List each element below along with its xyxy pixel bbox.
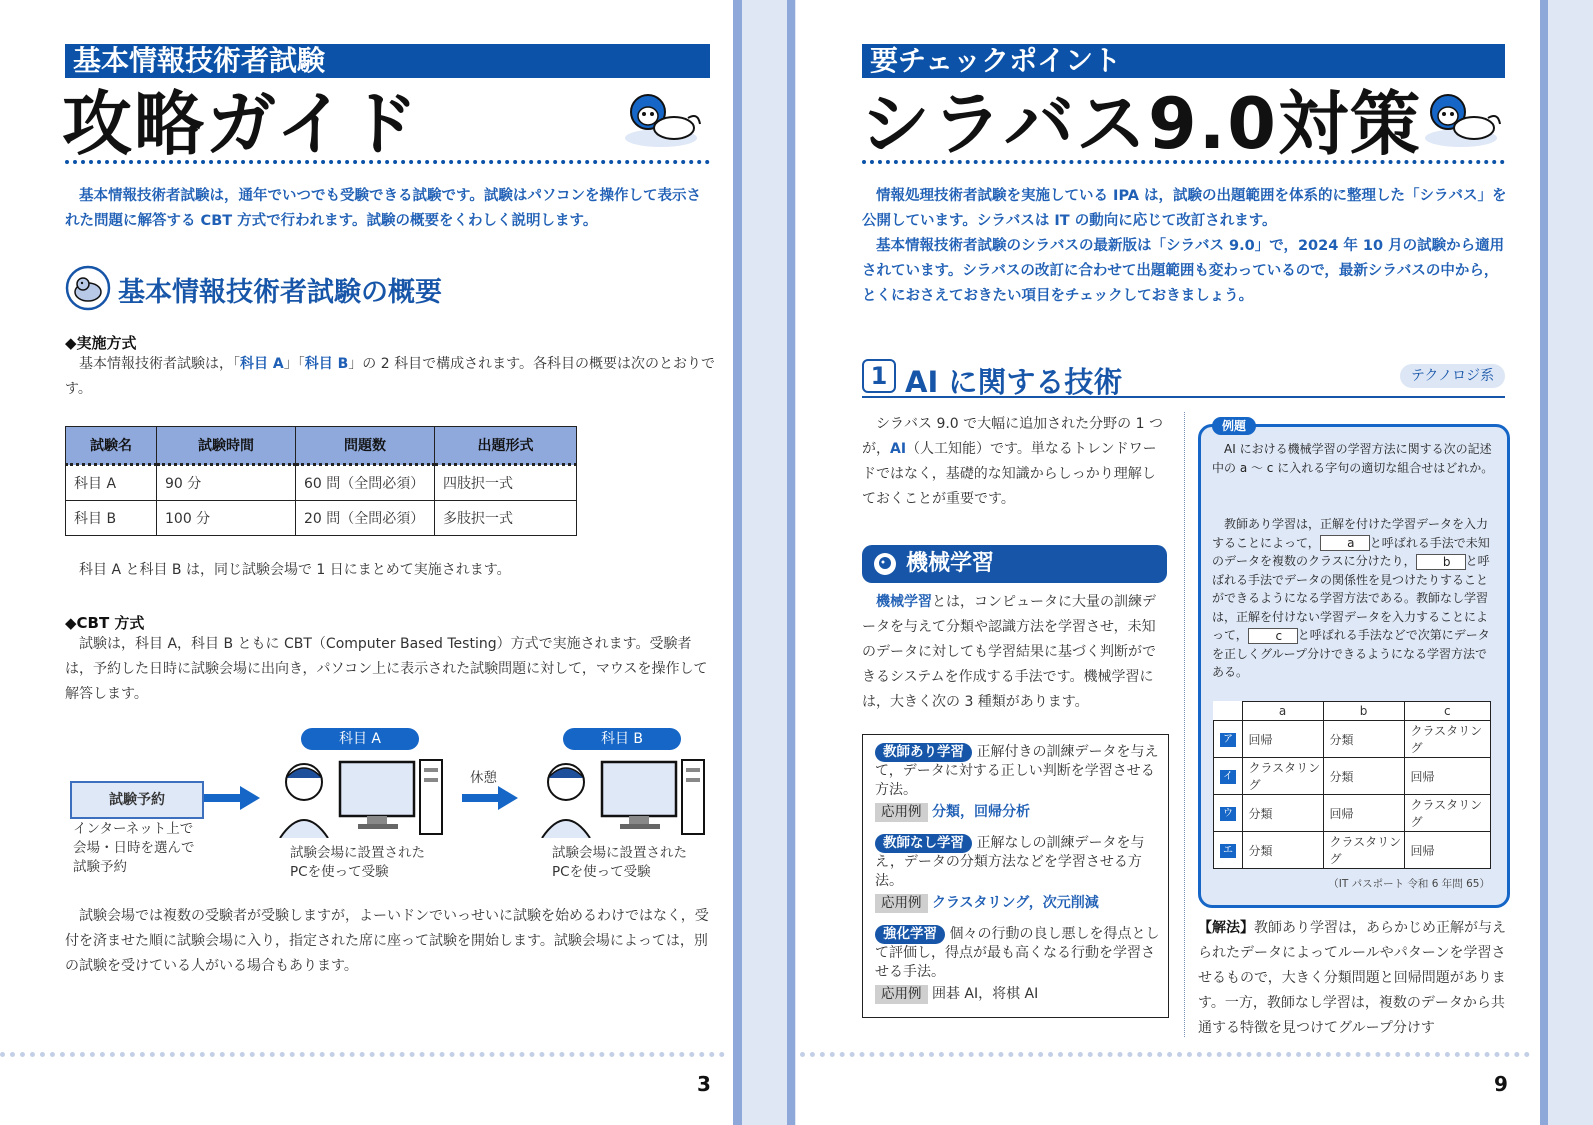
table-cell: 20 問（全問必須） [296,501,435,536]
subject-a-pill: 科目 A [301,728,419,750]
method-heading: ◆実施方式 [65,334,137,352]
cbt-heading: ◆CBT 方式 [65,614,145,632]
table-cell: 四肢択一式 [435,465,577,501]
table-cell: 60 問（全問必須） [296,465,435,501]
left-big-title: 攻略ガイド [62,83,420,165]
right-big-title: シラバス9.0対策 [860,83,1423,165]
definition-text [875,925,1160,982]
table-cell: 多肢択一式 [435,501,577,536]
choice-marker[interactable] [1214,832,1243,869]
application-line [875,803,1160,822]
break-label: 休憩 [470,770,497,786]
cbt-text: 試験は，科目 A，科目 B ともに CBT（Computer Based Testing）方式で実施されます。受験者は，予約した日時に試験会場に出向き，パソコン上に表示された試験問題に対して，マウスを操作して解答します。 [65,636,708,702]
seal-icon [65,265,111,311]
arrow-right-icon [204,786,260,810]
caption-b: 試験会場に設置されたPCを使って受験 [552,845,687,880]
application-line [875,985,1160,1004]
answer-label: 【解法】 [1198,920,1254,936]
choice-marker[interactable] [1214,795,1243,832]
after-table-text: 科目 A と科目 B は，同じ試験会場で 1 日にまとめて実施されます。 [79,562,511,578]
right-title-divider [862,160,1505,164]
choice-row[interactable] [1214,832,1491,869]
blank-c: c [1248,628,1298,644]
choice-label: ア [1220,733,1236,747]
right-header-bar: 要チェックポイント [862,44,1505,78]
left-title-divider [65,160,710,164]
choice-marker[interactable] [1214,721,1243,758]
examinee-b-icon [540,758,710,838]
definition-item [875,925,1160,1004]
right-intro-1: 情報処理技術者試験を実施している IPA は，試験の出題範囲を体系的に整理した「シラバス」を公開しています。シラバスは IT の動向に応じて改訂されます。 [862,188,1507,229]
blank-b: b [1416,554,1466,570]
table-cell: 100 分 [157,501,296,536]
example-p3: と呼ばれる手法でデータの関係性を見つけたりすることができるようになる学習方法である。教師なし学習は，正解を付けない学習データを入力することによって， [1212,554,1490,642]
section-underline [862,396,1505,398]
choice-cell: 回帰 [1404,832,1491,869]
left-intro: 基本情報技術者試験は，通年でいつでも受験できる試験です。試験はパソコンを操作して表示された問題に解答する CBT 方式で行われます。試験の概要をくわしく説明します。 [65,188,702,229]
choice-label: イ [1220,770,1236,784]
choices-header: a [1242,702,1323,721]
reserve-box: 試験予約 [70,781,204,819]
caption-a: 試験会場に設置されたPCを使って受験 [290,845,425,880]
method-text [65,352,715,402]
method-text-1: 基本情報技術者試験は，「 [79,356,240,372]
definition-term: 教師あり学習 [875,743,972,762]
table-cell: 科目 A [66,465,157,501]
application-value: 分類，回帰分析 [931,804,1030,820]
choice-row[interactable] [1214,721,1491,758]
choice-cell: クラスタリング [1404,721,1491,758]
choice-row[interactable] [1214,758,1491,795]
choice-cell: 分類 [1242,795,1323,832]
left-page-number: 3 [697,1072,711,1096]
right-edge-strip [1540,0,1548,1125]
application-value: クラスタリング，次元削減 [931,895,1099,911]
example-body [1212,515,1494,682]
choice-cell: 分類 [1323,721,1404,758]
table-row [66,465,577,501]
choice-cell: クラスタリング [1404,795,1491,832]
ml-subheader: 機械学習 [862,545,1167,583]
ai-paragraph-1: シラバス 9.0 で大幅に追加された分野の 1 つが， [862,416,1163,457]
right-section-title: AI に関する技術 [905,365,1123,399]
definition-term: 強化学習 [875,925,945,944]
choice-cell: 分類 [1323,758,1404,795]
choice-cell: 回帰 [1242,721,1323,758]
definition-text [875,834,1160,891]
choices-header: c [1404,702,1491,721]
answer-text: 教師あり学習は，あらかじめ正解が与えられたデータによってルールやパターンを学習させるもので，大きく分類問題と回帰問題があります。一方，教師なし学習は，複数のデータから共通する特徴を見つけてグループ分けす [1198,920,1506,1036]
choice-label: ウ [1220,807,1236,821]
definition-desc: 正解付きの訓練データを与えて，データに対する正しい判断を学習させる方法。 [875,744,1159,798]
ml-text: とは，コンピュータに大量の訓練データを与えて分類や認識方法を学習させ，未知のデータに対しても学習結果に基づく判断ができるシステムを作成する手法です。機械学習には，大きく次の 3 種類があります。 [862,594,1156,710]
right-footer-divider [800,1052,1530,1057]
choice-cell: 回帰 [1404,758,1491,795]
reserve-caption: インターネット上で会場・日時を選んで試験予約 [73,821,195,875]
exam-table-header: 試験時間 [157,427,296,465]
choice-label: エ [1220,844,1236,858]
closing-text: 試験会場では複数の受験者が受験しますが，よーいドンでいっせいに試験を始めるわけではなく，受付を済ませた順に試験会場に入り，指定された席に座って試験を開始します。試験会場によっては，別の試験を受けている人がいる場合もあります。 [65,908,709,974]
table-row [66,501,577,536]
definitions-box [862,734,1169,1018]
choice-marker[interactable] [1214,758,1243,795]
left-section-title: 基本情報技術者試験の概要 [118,277,442,308]
table-cell: 科目 B [66,501,157,536]
category-tag: テクノロジ系 [1400,364,1505,388]
application-value: 囲碁 AI，将棋 AI [931,986,1039,1002]
ai-paragraph [862,412,1167,512]
choices-header: b [1323,702,1404,721]
example-question: AI における機械学習の学習方法に関する次の記述中の a ～ c に入れる字句の適切な組合せはどれか。 [1212,442,1494,475]
exam-table [65,426,577,536]
section-number: 1 [862,359,896,393]
examinee-a-icon [278,758,448,838]
mascot-icon [1418,88,1504,152]
ai-paragraph-2: （人工知能）です。単なるトレンドワードではなく，基礎的な知識からしっかり理解しておくことが重要です。 [862,441,1157,507]
definition-item [875,834,1160,913]
mascot-icon [618,88,704,152]
table-cell: 90 分 [157,465,296,501]
example-p1: 教師あり学習は，正解を付けた学習データを入力することによって， [1212,517,1489,550]
exam-table-header: 試験名 [66,427,157,465]
definition-desc: 正解なしの訓練データを与え，データの分類方法などを学習させる方法。 [875,835,1145,889]
ai-term: AI [890,441,907,457]
example-tag: 例題 [1212,417,1256,435]
choice-cell: 回帰 [1323,795,1404,832]
answer-choices-table [1213,701,1491,869]
answer-paragraph [1198,916,1508,1041]
definition-term: 教師なし学習 [875,834,972,853]
application-label: 応用例 [875,803,928,822]
method-subject-a: 科目 A [240,356,284,372]
method-text-3: 」の 2 科目で構成されます。各科目の概要は次のとおりです。 [65,356,715,397]
exam-table-header: 問題数 [296,427,435,465]
example-p4: と呼ばれる手法などで次第にデータを正しくグループ分けできるようになる学習方法である。 [1212,628,1490,679]
exam-table-header: 出題形式 [435,427,577,465]
definition-item [875,743,1160,822]
choice-cell: クラスタリング [1323,832,1404,869]
definition-text [875,743,1160,800]
choices-header [1214,702,1243,721]
choice-cell: クラスタリング [1242,758,1323,795]
method-text-2: 」「 [283,356,305,372]
application-label: 応用例 [875,894,928,913]
choice-cell: 分類 [1242,832,1323,869]
subject-b-pill: 科目 B [563,728,681,750]
application-line [875,894,1160,913]
choice-row[interactable] [1214,795,1491,832]
arrow-right-icon [462,786,518,810]
definition-desc: 個々の行動の良し悪しを得点として評価し，得点が最も高くなる行動を学習させる手法。 [875,926,1160,980]
right-intro-2: 基本情報技術者試験のシラバスの最新版は「シラバス 9.0」で，2024 年 10 月の試験から適用されています。シラバスの改訂に合わせて出題範囲も変わっているので，最新シラバスの中から，とくにおさえておきたい項目をチェックしておきましょう。 [862,238,1505,304]
method-subject-b: 科目 B [304,356,349,372]
ml-paragraph [862,590,1167,715]
left-header-bar: 基本情報技術者試験 [65,44,710,78]
spine-edge-left [733,0,742,1125]
column-divider [1184,412,1185,1037]
right-page-number: 9 [1494,1072,1508,1096]
bird-icon [872,552,898,576]
spine-edge-right [787,0,795,1125]
example-p2: と呼ばれる手法で未知のデータを複数のクラスに分けたり， [1212,535,1490,568]
left-footer-divider [0,1052,725,1057]
blank-a: a [1320,535,1370,551]
ml-term: 機械学習 [876,594,932,610]
example-source: （IT パスポート 令和 6 年問 65） [1328,878,1490,890]
application-label: 応用例 [875,985,928,1004]
